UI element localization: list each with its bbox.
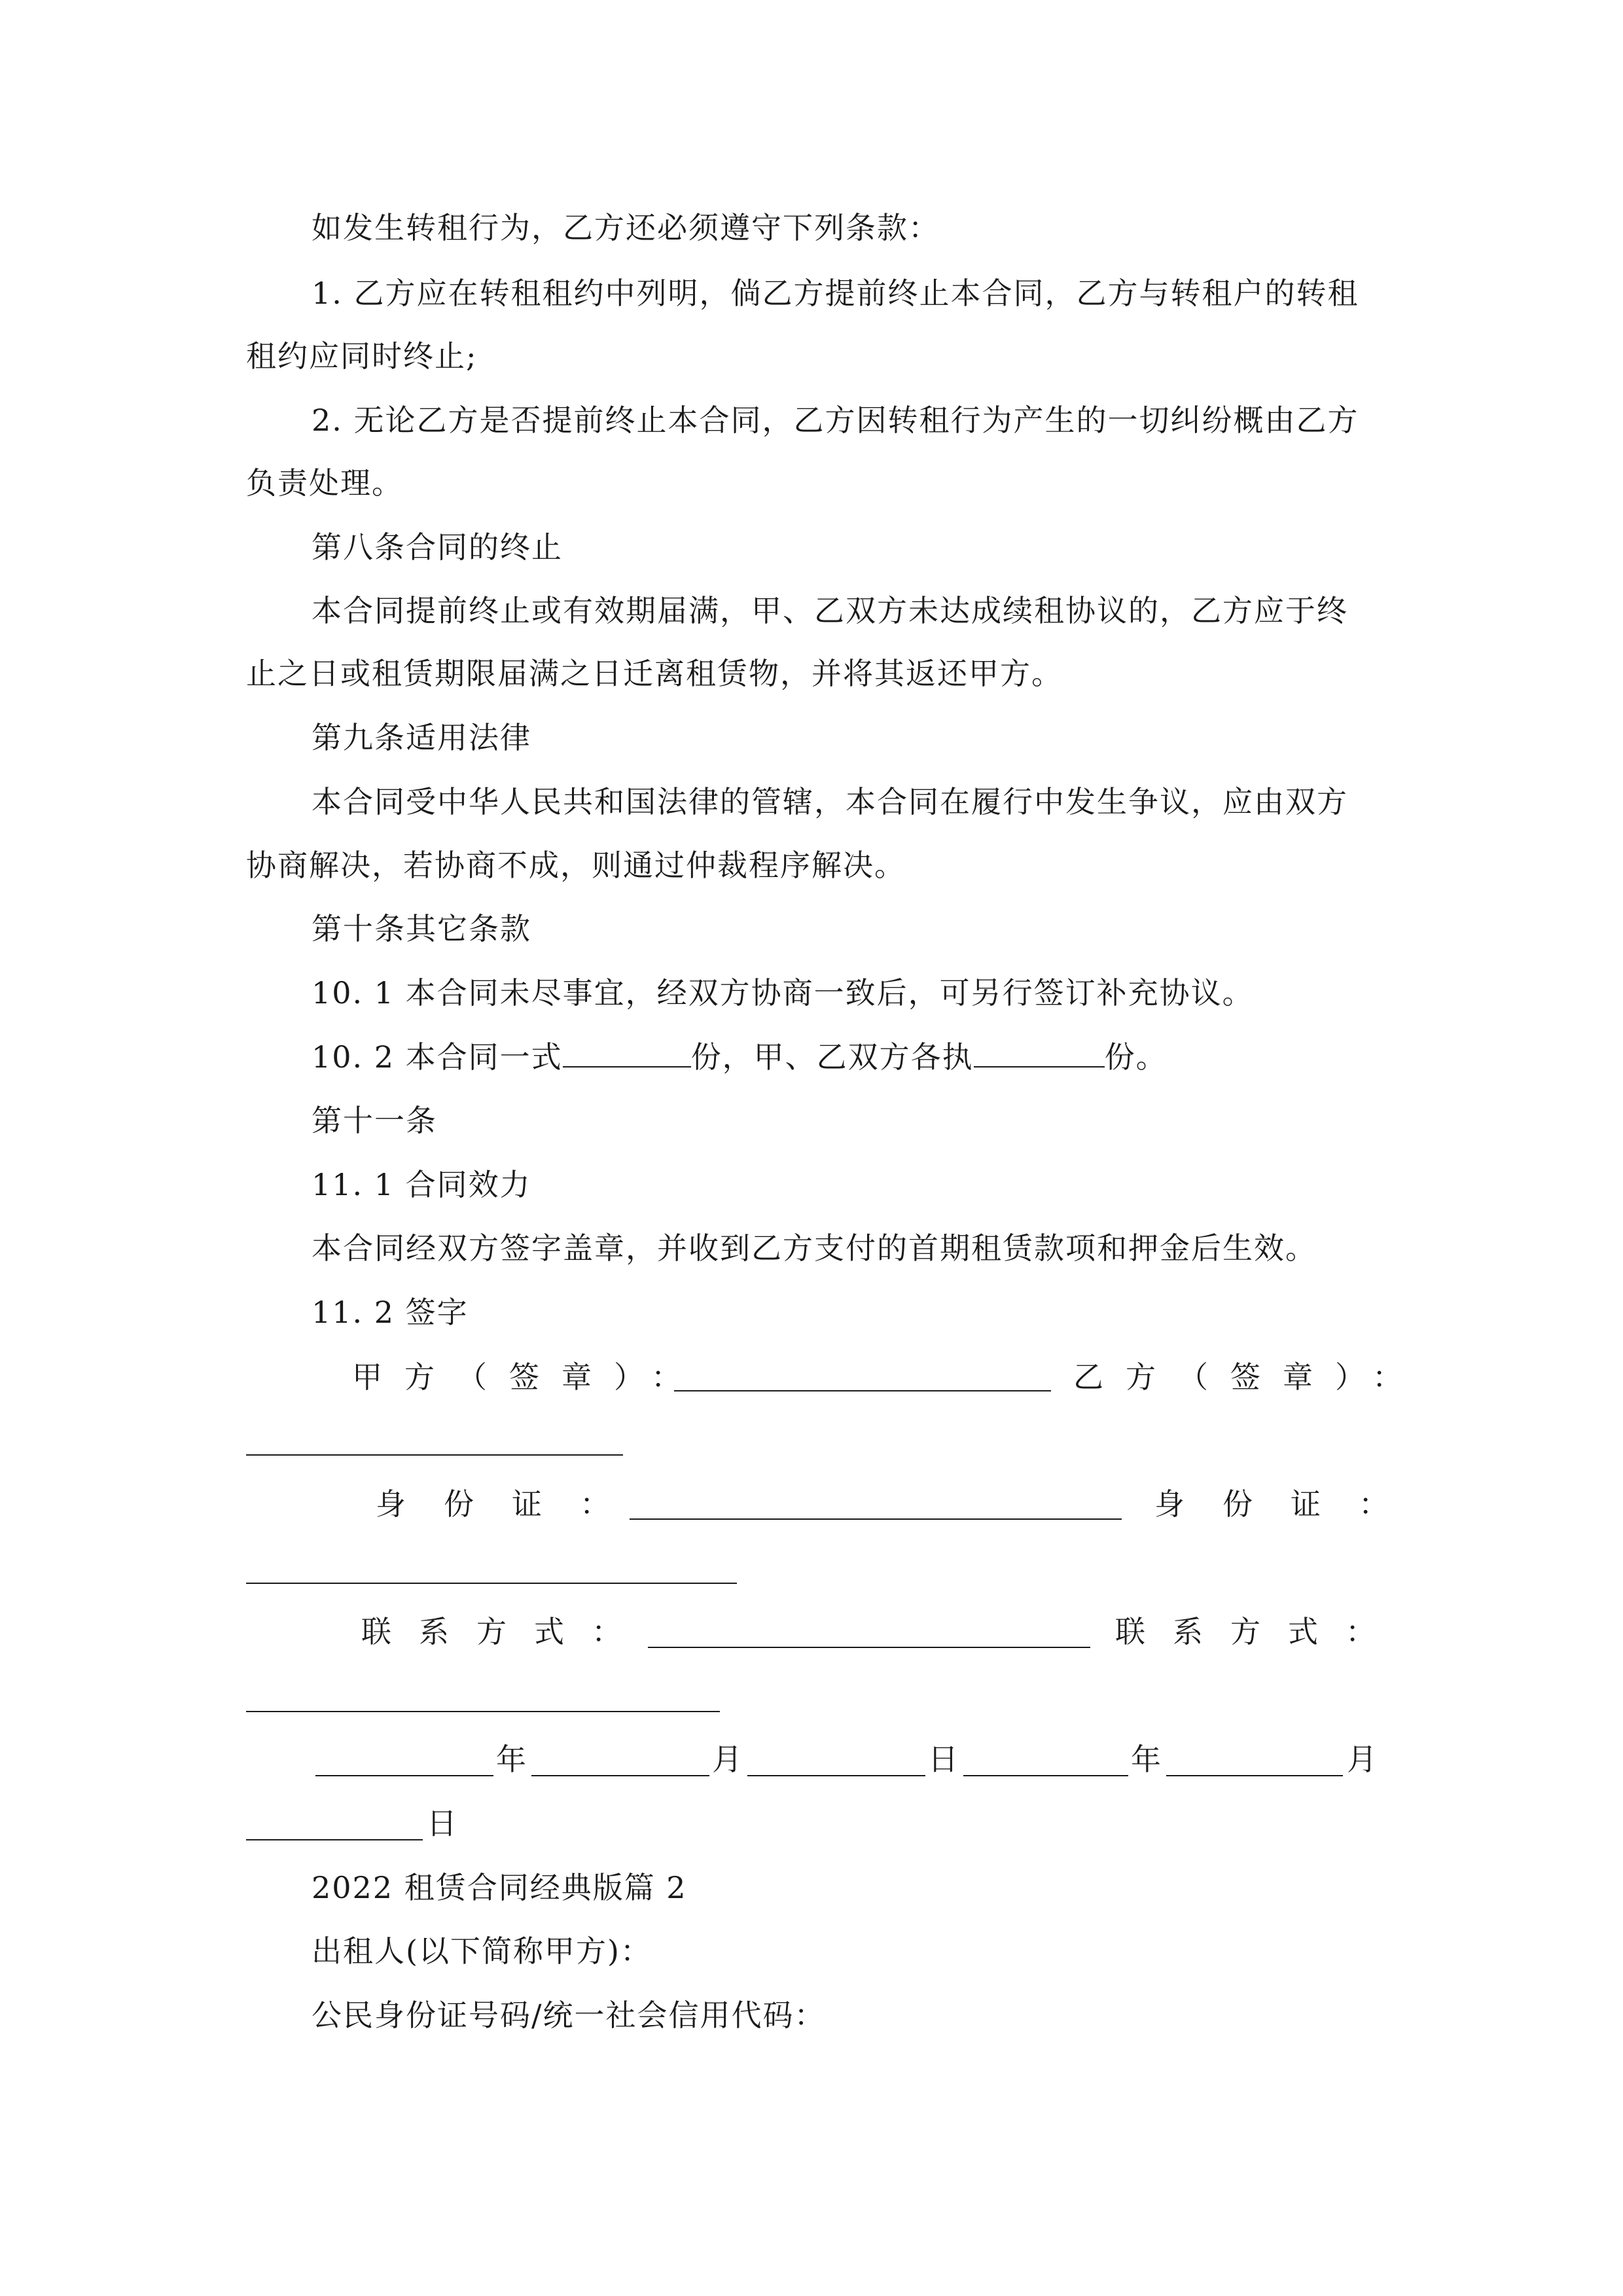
article-8-line-1: 本合同提前终止或有效期届满，甲、乙双方未达成续租协议的，乙方应于终 <box>312 593 1348 628</box>
party-b-seal-label: 乙方（签章）： <box>1073 1359 1425 1395</box>
copies-each-blank[interactable] <box>974 1037 1105 1067</box>
article-8-heading: 第八条合同的终止 <box>312 529 563 565</box>
party-b-day-label: 日 <box>427 1806 458 1841</box>
article-9-heading: 第九条适用法律 <box>312 720 531 755</box>
article-11-heading: 第十一条 <box>312 1103 437 1138</box>
party-a-contact-label: 联系方式： <box>361 1614 649 1649</box>
article-10-2-prefix: 10. 2 本合同一式 <box>312 1039 563 1075</box>
paragraph-sublease-intro: 如发生转租行为，乙方还必须遵守下列条款： <box>312 210 940 245</box>
clause-2-line-2: 负责处理。 <box>246 465 403 501</box>
party-a-year-blank[interactable] <box>315 1775 493 1776</box>
party-b-month-label: 月 <box>1347 1742 1378 1777</box>
party-a-month-blank[interactable] <box>531 1775 709 1776</box>
party-a-day-label: 日 <box>928 1742 959 1777</box>
article-8-line-2: 止之日或租赁期限届满之日迁离租赁物，并将其返还甲方。 <box>246 656 1063 691</box>
party-b-id-line[interactable] <box>246 1583 737 1584</box>
clause-1-line-1: 1. 乙方应在转租租约中列明，倘乙方提前终止本合同，乙方与转租户的转租 <box>312 276 1359 311</box>
party-b-month-blank[interactable] <box>1166 1775 1343 1776</box>
article-9-line-2: 协商解决，若协商不成，则通过仲裁程序解决。 <box>246 848 906 883</box>
article-11-1-heading: 11. 1 合同效力 <box>312 1167 531 1202</box>
party-a-contact-line[interactable] <box>648 1647 1090 1648</box>
party-b-day-blank[interactable] <box>246 1839 423 1840</box>
lessor-label: 出租人(以下简称甲方)： <box>312 1933 652 1969</box>
next-contract-title: 2022 租赁合同经典版篇 2 <box>312 1870 687 1905</box>
party-b-contact-label: 联系方式： <box>1115 1614 1403 1649</box>
article-10-heading: 第十条其它条款 <box>312 911 531 946</box>
party-b-year-label: 年 <box>1131 1742 1162 1777</box>
party-a-month-label: 月 <box>712 1742 743 1777</box>
clause-2-line-1: 2. 无论乙方是否提前终止本合同，乙方因转租行为产生的一切纠纷概由乙方 <box>312 403 1359 438</box>
party-b-year-blank[interactable] <box>963 1775 1128 1776</box>
clause-1-line-2: 租约应同时终止; <box>246 338 478 374</box>
party-b-seal-line[interactable] <box>246 1454 623 1456</box>
party-a-day-blank[interactable] <box>747 1775 925 1776</box>
id-code-label: 公民身份证号码/统一社会信用代码： <box>312 1998 826 2033</box>
copies-total-blank[interactable] <box>563 1037 691 1067</box>
article-10-2-middle: 份，甲、乙双方各执 <box>690 1039 974 1075</box>
party-a-id-label: 身份证： <box>376 1486 648 1522</box>
article-9-line-1: 本合同受中华人民共和国法律的管辖，本合同在履行中发生争议，应由双方 <box>312 784 1348 819</box>
article-10-2 <box>312 1037 1168 1077</box>
article-11-2-heading: 11. 2 签字 <box>312 1295 469 1330</box>
party-a-year-label: 年 <box>496 1742 527 1777</box>
article-10-2-suffix: 份。 <box>1104 1039 1168 1075</box>
party-a-seal-label: 甲方（签章）： <box>352 1359 704 1395</box>
article-11-1-body: 本合同经双方签字盖章，并收到乙方支付的首期租赁款项和押金后生效。 <box>312 1230 1317 1266</box>
party-a-seal-line[interactable] <box>674 1390 1051 1391</box>
party-a-id-line[interactable] <box>630 1518 1122 1520</box>
party-b-id-label: 身份证： <box>1154 1486 1427 1522</box>
party-b-contact-line[interactable] <box>246 1711 720 1712</box>
article-10-1: 10. 1 本合同未尽事宜，经双方协商一致后，可另行签订补充协议。 <box>312 975 1254 1011</box>
